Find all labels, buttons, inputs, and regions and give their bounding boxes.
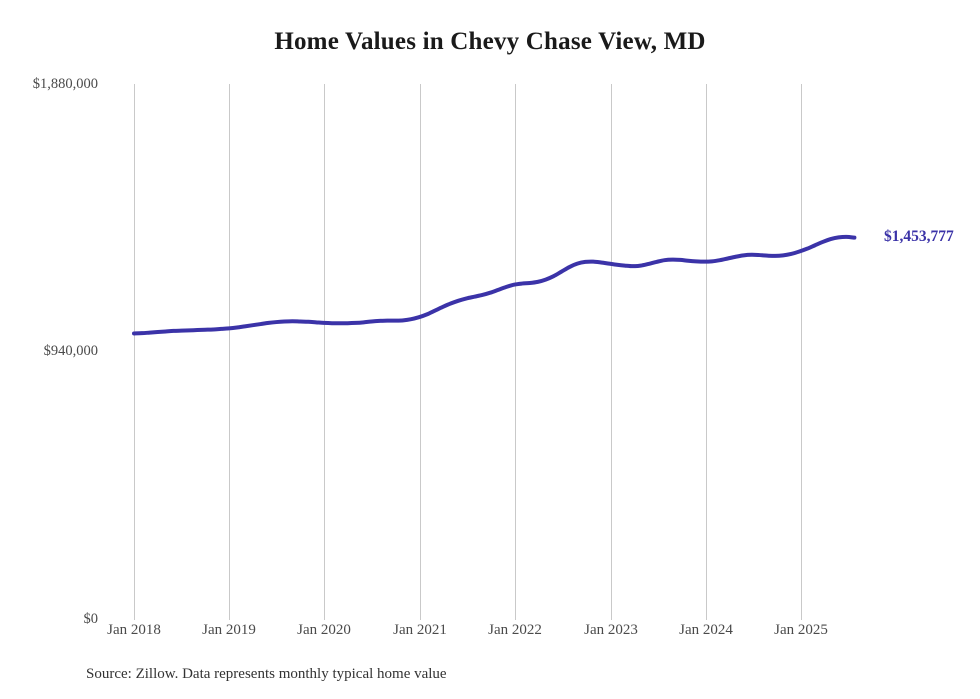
end-value-label: $1,453,777 — [884, 227, 954, 245]
source-note: Source: Zillow. Data represents monthly typical home value — [86, 666, 447, 682]
plot-area — [110, 84, 870, 620]
x-tick-2018: Jan 2018 — [107, 622, 161, 638]
x-axis-labels — [107, 622, 870, 646]
x-tick-2025: Jan 2025 — [774, 622, 828, 638]
value-line-series — [110, 84, 870, 620]
x-tick-2024: Jan 2024 — [679, 622, 733, 638]
x-tick-2021: Jan 2021 — [393, 622, 447, 638]
y-tick-mid: $940,000 — [43, 343, 98, 359]
x-tick-2020: Jan 2020 — [297, 622, 351, 638]
x-tick-2023: Jan 2023 — [584, 622, 638, 638]
x-tick-2019: Jan 2019 — [202, 622, 256, 638]
y-tick-bottom: $0 — [83, 611, 98, 627]
page-title: Home Values in Chevy Chase View, MD — [274, 28, 706, 55]
y-tick-top: $1,880,000 — [32, 76, 98, 92]
x-tick-2022: Jan 2022 — [488, 622, 542, 638]
y-axis-labels — [0, 0, 98, 699]
